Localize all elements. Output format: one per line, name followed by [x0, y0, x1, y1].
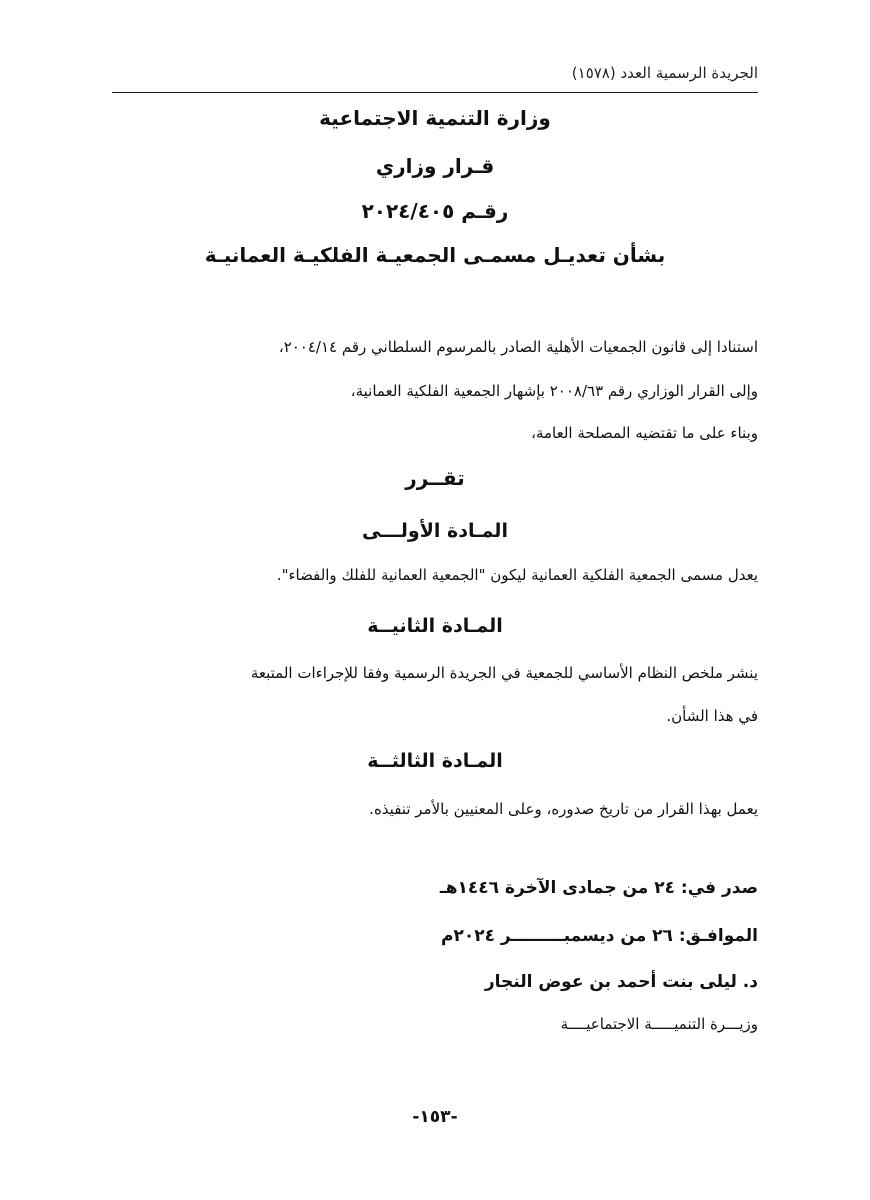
article-2-text: ينشر ملخص النظام الأساسي للجمعية في الجريدة الرسمية وفقا للإجراءات المتبعة: [250, 664, 758, 682]
decision-type: قـرار وزاري: [375, 154, 495, 178]
signatory-name: د. ليلى بنت أحمد بن عوض النجار: [484, 972, 758, 992]
article-2-heading: المـادة الثانيــة: [367, 615, 503, 637]
issue-date-hijri: صدر في: ٢٤ من جمادى الآخرة ١٤٤٦هـ: [439, 878, 758, 898]
issue-date-gregorian: الموافـق: ٢٦ من ديسمبـــــــــر ٢٠٢٤م: [440, 926, 758, 946]
signatory-title: وزيـــرة التنميـــــة الاجتماعيــــة: [560, 1015, 758, 1033]
article-1-text: يعدل مسمى الجمعية الفلكية العمانية ليكون "الجمعية العمانية للفلك والفضاء".: [276, 566, 758, 584]
decides-heading: تقــرر: [405, 466, 465, 490]
gazette-header: الجريدة الرسمية العدد (١٥٧٨): [571, 64, 758, 82]
preamble-line: وإلى القرار الوزاري رقم ٢٠٠٨/٦٣ بإشهار الجمعية الفلكية العمانية،: [350, 382, 758, 400]
page-number: -١٥٣-: [412, 1107, 458, 1127]
preamble-line: استنادا إلى قانون الجمعيات الأهلية الصادر بالمرسوم السلطاني رقم ٢٠٠٤/١٤،: [278, 338, 758, 356]
decision-number: رقـم ٢٠٢٤/٤٠٥: [361, 199, 509, 223]
ministry-title: وزارة التنمية الاجتماعية: [319, 106, 551, 130]
article-2-text: في هذا الشأن.: [666, 707, 758, 725]
preamble-line: وبناء على ما تقتضيه المصلحة العامة،: [531, 424, 758, 442]
article-3-text: يعمل بهذا القرار من تاريخ صدوره، وعلى المعنيين بالأمر تنفيذه.: [369, 800, 758, 818]
article-1-heading: المـادة الأولـــى: [362, 520, 508, 542]
article-3-heading: المـادة الثالثــة: [367, 750, 503, 772]
decision-subject: بشأن تعديـل مسمـى الجمعيـة الفلكيـة العمانيـة: [204, 243, 666, 267]
header-divider: [112, 92, 758, 93]
